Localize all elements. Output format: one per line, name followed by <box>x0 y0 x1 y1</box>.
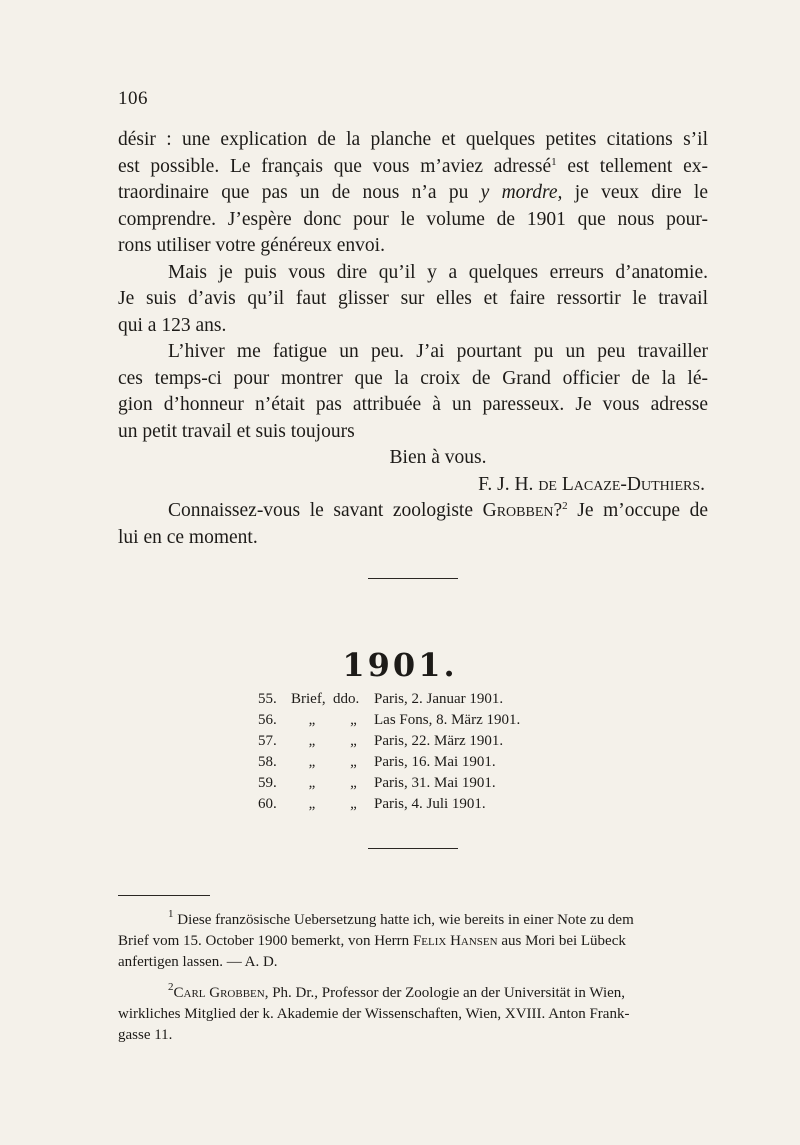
year-heading: 1901. <box>342 646 458 684</box>
letter-list <box>258 689 520 815</box>
footnote-marker: 2 <box>168 981 174 993</box>
body-line: est possible. Le français que vous m’aviez adressé$^1$ est tellement ex- <box>118 155 708 177</box>
footnote-ref: 1 <box>551 155 557 168</box>
footnote-rule <box>118 895 210 896</box>
person-name: Grobben <box>482 500 554 521</box>
person-name: Felix Hansen <box>412 933 498 949</box>
letter-entry: 60. „ „ Paris, 4. Juli 1901. <box>258 796 486 812</box>
body-line: un petit travail et suis toujours <box>118 420 355 442</box>
body-line: Connaissez-vous le savant zoologiste Grobben?$^2$ Je m’occupe de <box>168 500 708 521</box>
footnote-line: Brief vom 15. October 1900 bemerkt, von Herrn Felix Hansen aus Mori bei Lübeck <box>118 933 626 949</box>
body-line: ces temps-ci pour montrer que la croix de Grand officier de la lé- <box>118 367 708 389</box>
footnote-marker: 1 <box>168 908 174 920</box>
footnotes <box>118 910 708 1046</box>
footnote-ref: 2 <box>562 500 568 512</box>
footnote-line: anfertigen lassen. — A. D. <box>118 954 278 970</box>
body-line: comprendre. J’espère donc pour le volume de 1901 que nous pour- <box>118 208 708 230</box>
signature: F. J. H. de Lacaze-Duthiers. <box>478 473 705 495</box>
letter-entry: 55. Brief, ddo. Paris, 2. Januar 1901. <box>258 691 504 707</box>
body-line: désir : une explication de la planche et quelques petites citations s’il <box>118 129 708 150</box>
body-line: L’hiver me fatigue un peu. J’ai pourtant pu un peu travailler <box>168 341 708 362</box>
footnote-line: gasse 11. <box>118 1027 173 1043</box>
footnote-line: $^2$Carl Grobben, Ph. Dr., Professor der Zoologie an der Universität in Wien, <box>168 981 626 1001</box>
italic-phrase: y mordre, <box>480 182 563 203</box>
section-divider <box>368 578 458 579</box>
letter-body <box>118 127 708 551</box>
footnote-line: wirkliches Mitglied der k. Akademie der Wissenschaften, Wien, XVIII. Anton Frank- <box>118 1006 630 1022</box>
body-line: traordinaire que pas un de nous n’a pu y mordre, je veux dire le <box>118 182 708 203</box>
letter-entry: 57. „ „ Paris, 22. März 1901. <box>258 733 504 749</box>
body-line: gion d’honneur n’était pas attribuée à un paresseux. Je vous adresse <box>118 394 708 415</box>
body-line: rons utiliser votre généreux envoi. <box>118 235 385 256</box>
body-line: Je suis d’avis qu’il faut glisser sur elles et faire ressortir le travail <box>118 288 708 309</box>
letter-entry: 56. „ „ Las Fons, 8. März 1901. <box>258 712 521 728</box>
footnote-line: $^1$ Diese französische Uebersetzung hatte ich, wie bereits in einer Note zu dem <box>168 908 634 928</box>
body-line: Mais je puis vous dire qu’il y a quelques erreurs d’anatomie. <box>168 261 708 283</box>
person-name: Carl Grobben <box>173 985 265 1001</box>
closing-line: Bien à vous. <box>389 447 487 468</box>
letter-entry: 58. „ „ Paris, 16. Mai 1901. <box>258 754 496 770</box>
letter-entry: 59. „ „ Paris, 31. Mai 1901. <box>258 775 496 791</box>
page-number: 106 <box>118 88 148 109</box>
section-divider <box>368 848 458 849</box>
body-line: lui en ce moment. <box>118 526 258 548</box>
body-line: qui a 123 ans. <box>118 314 227 336</box>
